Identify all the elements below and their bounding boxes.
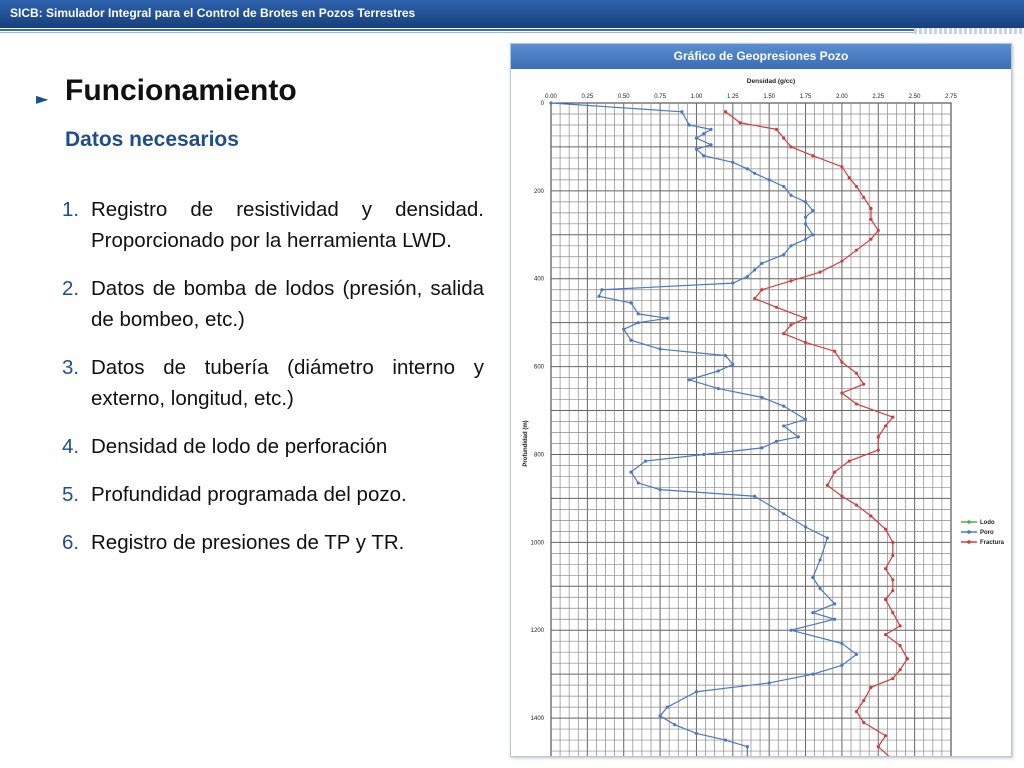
data-point-poro	[782, 185, 785, 188]
data-point-fractura	[775, 306, 778, 309]
data-point-poro	[811, 209, 814, 212]
data-point-fractura	[789, 323, 792, 326]
data-point-fractura	[818, 271, 821, 274]
list-item	[62, 431, 484, 462]
data-point-fractura	[891, 416, 894, 419]
data-point-poro	[804, 222, 807, 225]
legend-marker-poro	[967, 530, 971, 534]
data-point-poro	[782, 405, 785, 408]
data-point-poro	[768, 178, 771, 181]
data-point-fractura	[862, 196, 865, 199]
data-point-poro	[768, 681, 771, 684]
data-point-fractura	[840, 361, 843, 364]
data-point-poro	[804, 216, 807, 219]
slide-title: Funcionamiento	[65, 74, 297, 107]
data-point-fractura	[760, 288, 763, 291]
list-item-text: Registro de presiones de TP y TR.	[91, 531, 405, 554]
data-point-fractura	[833, 470, 836, 473]
data-point-poro	[549, 101, 552, 104]
data-point-fractura	[789, 279, 792, 282]
data-point-poro	[673, 723, 676, 726]
list-item-text: Datos de bomba de lodos (presión, salida de bombeo, etc.)	[91, 277, 484, 331]
data-point-fractura	[855, 402, 858, 405]
y-tick-label: 800	[533, 452, 544, 459]
data-point-poro	[688, 123, 691, 126]
data-point-fractura	[855, 185, 858, 188]
data-point-fractura	[833, 350, 836, 353]
data-point-poro	[804, 238, 807, 241]
list-item-number: 6.	[62, 531, 80, 554]
data-point-poro	[782, 512, 785, 515]
data-point-poro	[753, 268, 756, 271]
data-point-poro	[600, 288, 603, 291]
data-point-fractura	[811, 154, 814, 157]
data-point-poro	[760, 396, 763, 399]
data-point-poro	[637, 481, 640, 484]
header-rule-thin	[0, 32, 1024, 33]
data-point-poro	[826, 536, 829, 539]
data-point-fractura	[855, 710, 858, 713]
data-point-fractura	[753, 297, 756, 300]
list-item-text: Registro de resistividad y densidad. Proporcionado por la herramienta LWD.	[91, 198, 484, 252]
data-point-fractura	[738, 121, 741, 124]
data-point-poro	[709, 143, 712, 146]
data-point-poro	[804, 525, 807, 528]
data-point-fractura	[884, 598, 887, 601]
data-point-poro	[775, 440, 778, 443]
data-point-fractura	[840, 495, 843, 498]
geopressure-chart-panel	[510, 43, 1012, 757]
x-tick-label: 0.75	[654, 94, 666, 100]
legend-marker-lodo	[967, 520, 971, 524]
data-point-fractura	[877, 745, 880, 748]
data-point-fractura	[782, 332, 785, 335]
data-point-fractura	[804, 317, 807, 320]
data-point-fractura	[840, 165, 843, 168]
legend-label-fractura: Fractura	[980, 540, 1005, 546]
data-point-poro	[644, 459, 647, 462]
data-point-fractura	[840, 391, 843, 394]
list-item-text: Profundidad programada del pozo.	[91, 483, 407, 506]
data-point-fractura	[789, 145, 792, 148]
x-tick-label: 1.50	[763, 94, 776, 100]
header-rule	[0, 29, 1024, 31]
data-point-fractura	[804, 341, 807, 344]
data-point-fractura	[775, 128, 778, 131]
data-point-poro	[833, 602, 836, 605]
x-tick-label: 1.00	[690, 94, 703, 100]
data-point-poro	[717, 369, 720, 372]
data-point-poro	[637, 312, 640, 315]
data-point-poro	[811, 673, 814, 676]
data-point-poro	[731, 282, 734, 285]
data-point-poro	[811, 576, 814, 579]
x-tick-label: 2.25	[872, 94, 885, 100]
slide-subtitle: Datos necesarios	[65, 128, 239, 151]
y-axis-label: Profundidad (m)	[523, 420, 529, 467]
data-point-poro	[695, 137, 698, 140]
x-tick-label: 2.75	[945, 94, 957, 100]
data-point-fractura	[848, 459, 851, 462]
geopressure-chart	[511, 69, 1011, 756]
list-item-number: 4.	[62, 435, 80, 458]
data-point-poro	[658, 347, 661, 350]
data-point-poro	[840, 664, 843, 667]
data-point-poro	[818, 558, 821, 561]
list-item-number: 3.	[62, 356, 80, 379]
x-tick-label: 1.75	[799, 94, 812, 100]
y-tick-label: 400	[533, 276, 544, 283]
data-point-fractura	[898, 668, 901, 671]
data-point-poro	[688, 378, 691, 381]
data-point-fractura	[877, 229, 880, 232]
data-point-fractura	[826, 484, 829, 487]
data-point-fractura	[891, 589, 894, 592]
data-point-poro	[760, 262, 763, 265]
presentation-title: SICB: Simulador Integral para el Control de Brotes en Pozos Terrestres	[10, 6, 416, 20]
y-tick-label: 200	[533, 188, 544, 195]
list-item	[62, 352, 484, 414]
data-point-fractura	[869, 686, 872, 689]
data-point-fractura	[906, 657, 909, 660]
data-point-fractura	[782, 137, 785, 140]
data-point-fractura	[884, 424, 887, 427]
data-point-fractura	[724, 110, 727, 113]
data-point-poro	[731, 363, 734, 366]
data-point-poro	[724, 738, 727, 741]
data-point-fractura	[891, 578, 894, 581]
data-point-fractura	[891, 554, 894, 557]
data-point-fractura	[891, 611, 894, 614]
data-point-poro	[760, 446, 763, 449]
chart-title: Densidad (g/cc)	[746, 78, 796, 85]
data-point-fractura	[884, 734, 887, 737]
data-point-poro	[746, 275, 749, 278]
data-point-poro	[695, 732, 698, 735]
data-point-poro	[753, 172, 756, 175]
data-point-fractura	[891, 677, 894, 680]
data-point-fractura	[862, 721, 865, 724]
y-tick-label: 1000	[530, 540, 544, 547]
data-point-poro	[629, 470, 632, 473]
data-point-fractura	[855, 372, 858, 375]
data-point-poro	[811, 233, 814, 236]
data-point-fractura	[869, 218, 872, 221]
list-item	[62, 479, 484, 510]
y-tick-label: 1200	[530, 628, 544, 635]
data-point-poro	[833, 618, 836, 621]
data-point-fractura	[884, 567, 887, 570]
data-point-poro	[731, 161, 734, 164]
data-point-poro	[702, 453, 705, 456]
legend-marker-fractura	[967, 540, 971, 544]
data-point-poro	[658, 714, 661, 717]
legend-label-lodo: Lodo	[980, 520, 995, 526]
data-point-poro	[666, 317, 669, 320]
data-point-poro	[629, 301, 632, 304]
data-point-poro	[840, 642, 843, 645]
data-point-poro	[746, 745, 749, 748]
data-point-poro	[782, 424, 785, 427]
data-point-poro	[753, 495, 756, 498]
data-point-poro	[789, 629, 792, 632]
data-point-poro	[702, 154, 705, 157]
x-tick-label: 2.50	[908, 94, 921, 100]
legend-label-poro: Poro	[980, 530, 994, 536]
data-point-poro	[695, 148, 698, 151]
list-item-text: Densidad de lodo de perforación	[91, 435, 388, 458]
data-point-poro	[855, 653, 858, 656]
data-point-poro	[658, 488, 661, 491]
data-point-poro	[597, 295, 600, 298]
list-item-number: 2.	[62, 277, 80, 300]
data-point-poro	[724, 354, 727, 357]
data-point-fractura	[877, 435, 880, 438]
list-item-number: 1.	[62, 198, 80, 221]
data-point-fractura	[862, 699, 865, 702]
header-bar	[0, 0, 1024, 28]
y-tick-label: 1400	[530, 716, 544, 723]
list-item-text: Datos de tubería (diámetro interno y externo, longitud, etc.)	[91, 356, 484, 410]
data-point-poro	[818, 587, 821, 590]
data-point-poro	[789, 244, 792, 247]
chart-panel-title: Gráfico de Geopresiones Pozo	[511, 44, 1011, 69]
y-tick-label: 600	[533, 364, 544, 371]
x-tick-label: 0.00	[545, 94, 557, 100]
data-point-poro	[782, 253, 785, 256]
list-item	[62, 527, 484, 558]
data-point-fractura	[840, 260, 843, 263]
data-point-poro	[789, 194, 792, 197]
data-point-poro	[804, 418, 807, 421]
data-point-poro	[666, 706, 669, 709]
x-tick-label: 0.25	[581, 94, 594, 100]
data-point-fractura	[884, 528, 887, 531]
data-point-fractura	[869, 207, 872, 210]
header-stripes	[914, 28, 1024, 34]
data-point-poro	[622, 328, 625, 331]
requirements-list	[62, 194, 484, 575]
data-point-fractura	[898, 624, 901, 627]
data-point-poro	[695, 690, 698, 693]
data-point-fractura	[862, 383, 865, 386]
data-point-poro	[804, 200, 807, 203]
data-point-fractura	[848, 176, 851, 179]
data-point-poro	[637, 321, 640, 324]
x-tick-label: 1.25	[726, 94, 739, 100]
list-item	[62, 273, 484, 335]
data-point-fractura	[869, 238, 872, 241]
data-point-fractura	[869, 514, 872, 517]
data-point-poro	[702, 132, 705, 135]
data-point-fractura	[884, 633, 887, 636]
data-point-fractura	[855, 249, 858, 252]
list-item	[62, 194, 484, 256]
data-point-fractura	[898, 644, 901, 647]
data-point-poro	[746, 167, 749, 170]
data-point-fractura	[855, 503, 858, 506]
y-tick-label: 0	[540, 101, 544, 107]
x-tick-label: 0.50	[617, 94, 630, 100]
data-point-fractura	[891, 541, 894, 544]
list-item-number: 5.	[62, 483, 80, 506]
data-point-poro	[629, 339, 632, 342]
data-point-poro	[709, 128, 712, 131]
data-point-poro	[797, 435, 800, 438]
data-point-fractura	[877, 448, 880, 451]
data-point-poro	[811, 611, 814, 614]
triangle-bullet-icon: ►	[36, 89, 49, 108]
data-point-poro	[680, 110, 683, 113]
data-point-poro	[717, 387, 720, 390]
x-tick-label: 2.00	[836, 94, 848, 100]
